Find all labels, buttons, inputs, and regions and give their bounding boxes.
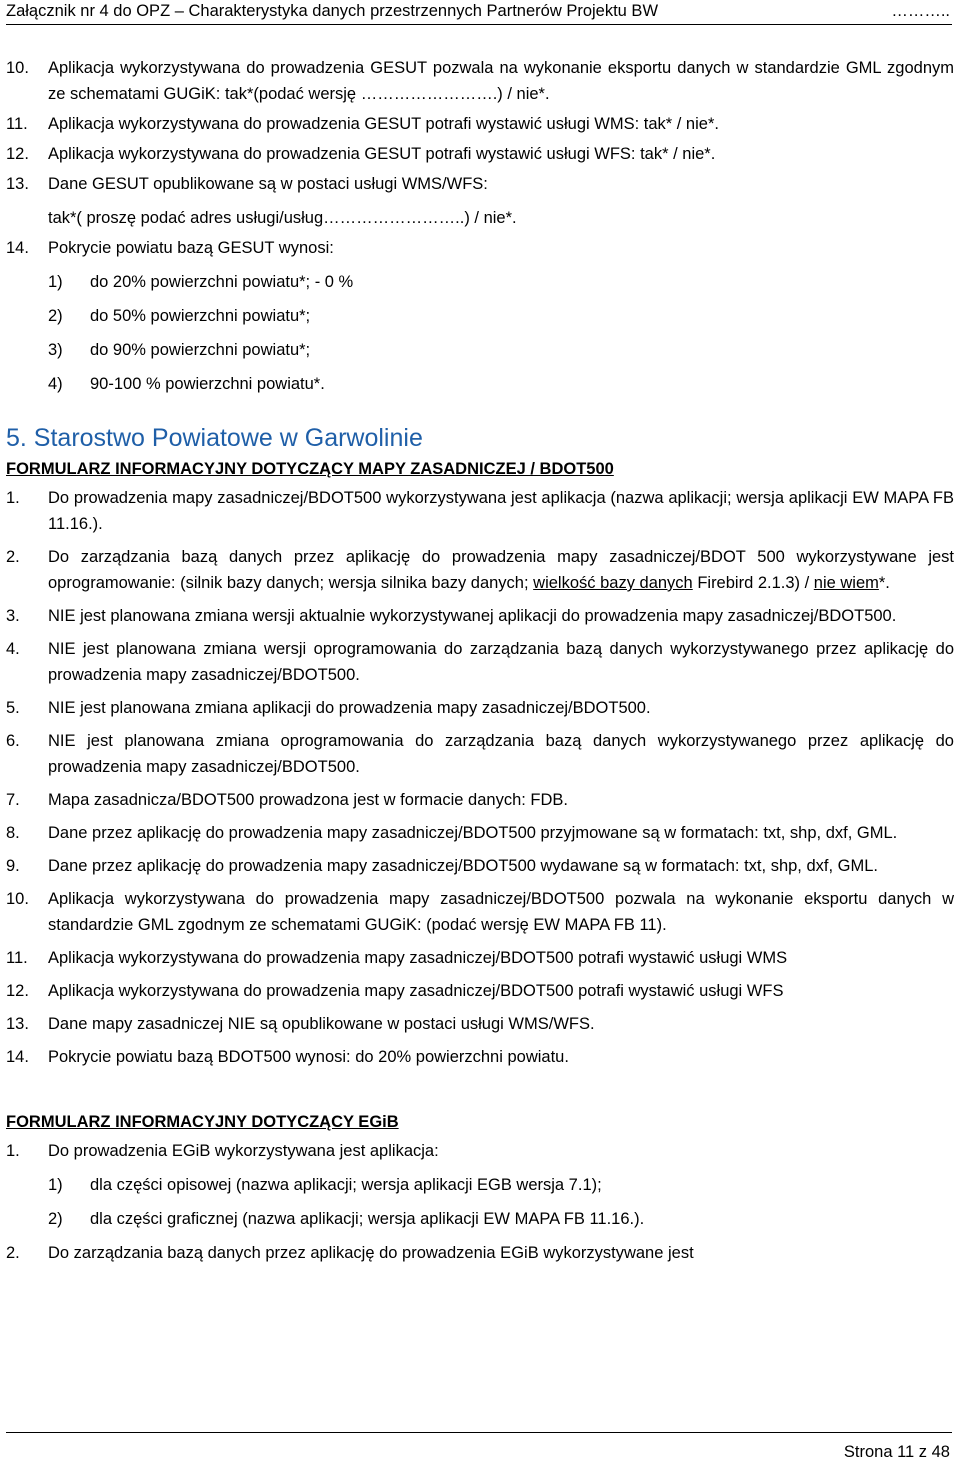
sub-item	[6, 371, 954, 397]
item-text: Dane mapy zasadniczej NIE są opublikowane w postaci usługi WMS/WFS.	[48, 1015, 595, 1033]
sub-text: 90-100 % powierzchni powiatu*.	[90, 375, 325, 393]
list-item	[6, 695, 954, 721]
item-text: Aplikacja wykorzystywana do prowadzenia mapy zasadniczej/BDOT500 pozwala na wykonanie eksportu danych w standardzie GML zgodnym ze schematami GUGiK: (podać wersję EW MAPA FB 11).	[48, 890, 954, 934]
header-title: Załącznik nr 4 do OPZ – Charakterystyka danych przestrzennych Partnerów Projektu BW	[6, 2, 659, 20]
list-item	[6, 886, 954, 938]
item-text: NIE jest planowana zmiana oprogramowania do zarządzania bazą danych wykorzystywanego przez aplikację do prowadzenia mapy zasadniczej/BDOT500.	[48, 732, 954, 776]
item-text-b: Firebird 2.1.3) /	[692, 574, 814, 592]
page-header	[6, 0, 952, 25]
list-item	[6, 945, 954, 971]
list-item	[6, 1011, 954, 1037]
item-text: Dane przez aplikację do prowadzenia mapy zasadniczej/BDOT500 przyjmowane są w formatach: txt, shp, dxf, GML.	[48, 824, 898, 842]
sub-item	[6, 1172, 954, 1198]
item-text: Mapa zasadnicza/BDOT500 prowadzona jest w formacie danych: FDB.	[48, 791, 568, 809]
sub-text: do 50% powierzchni powiatu*;	[90, 307, 311, 325]
item-number: 13.	[6, 1015, 29, 1033]
list-item	[6, 111, 954, 137]
sub-item	[6, 303, 954, 329]
header-dots: ………..	[891, 2, 950, 20]
item-text-a: Do zarządzania bazą danych przez aplikację do prowadzenia mapy zasadniczej/BDOT 500 wykorzystywane jest oprogramowanie: (silnik bazy danych; wersja silnika bazy danych;	[48, 548, 954, 592]
section-title: 5. Starostwo Powiatowe w Garwolinie	[6, 424, 423, 452]
item-number: 5.	[6, 699, 20, 717]
item-text: Aplikacja wykorzystywana do prowadzenia GESUT potrafi wystawić usługi WMS: tak* / nie*.	[48, 115, 719, 133]
item-number: 10.	[6, 890, 29, 908]
item-text: Aplikacja wykorzystywana do prowadzenia mapy zasadniczej/BDOT500 potrafi wystawić usługi WFS	[48, 982, 784, 1000]
item-text: Do zarządzania bazą danych przez aplikację do prowadzenia EGiB wykorzystywane jest	[48, 1244, 694, 1262]
item-text: NIE jest planowana zmiana aplikacji do prowadzenia mapy zasadniczej/BDOT500.	[48, 699, 651, 717]
sub-number: 1)	[48, 273, 63, 291]
list-item	[6, 485, 954, 537]
sub-number: 2)	[48, 307, 63, 325]
item-number: 9.	[6, 857, 20, 875]
list-item	[6, 603, 954, 629]
item-number: 6.	[6, 732, 20, 750]
item-text: Dane GESUT opublikowane są w postaci usługi WMS/WFS:	[48, 175, 488, 193]
item-text: Dane przez aplikację do prowadzenia mapy zasadniczej/BDOT500 wydawane są w formatach: txt, shp, dxf, GML.	[48, 857, 878, 875]
sub-item	[6, 337, 954, 363]
list-item	[6, 853, 954, 879]
item-text: Do prowadzenia mapy zasadniczej/BDOT500 wykorzystywana jest aplikacja (nazwa aplikacji; wersja aplikacji EW MAPA FB 11.16.).	[48, 489, 954, 533]
underlined-dont-know: nie wiem	[813, 574, 879, 592]
form-heading-bdot: FORMULARZ INFORMACYJNY DOTYCZĄCY MAPY ZASADNICZEJ / BDOT500	[6, 460, 614, 478]
list-item	[6, 820, 954, 846]
sub-number: 4)	[48, 375, 63, 393]
item-text-c: *.	[878, 574, 890, 592]
list-item	[6, 235, 954, 261]
sub-number: 3)	[48, 341, 63, 359]
item-text: NIE jest planowana zmiana wersji oprogramowania do zarządzania bazą danych wykorzystywanego przez aplikację do prowadzenia mapy zasadniczej/BDOT500.	[48, 640, 954, 684]
sub-text: do 20% powierzchni powiatu*; - 0 %	[90, 273, 354, 291]
underlined-db-size: wielkość bazy danych	[533, 574, 693, 592]
item-text: Do prowadzenia EGiB wykorzystywana jest aplikacja:	[48, 1142, 439, 1160]
list-item	[6, 1044, 954, 1070]
item-text: Aplikacja wykorzystywana do prowadzenia mapy zasadniczej/BDOT500 potrafi wystawić usługi WMS	[48, 949, 788, 967]
list-item	[6, 1240, 954, 1266]
sub-text: do 90% powierzchni powiatu*;	[90, 341, 311, 359]
item-number: 2.	[6, 1244, 20, 1262]
item-number: 13.	[6, 175, 29, 193]
item-text: Aplikacja wykorzystywana do prowadzenia GESUT pozwala na wykonanie eksportu danych w standardzie GML zgodnym ze schematami GUGiK: tak*(podać wersję …………………….) / nie*.	[48, 59, 954, 103]
page-footer	[6, 1432, 952, 1461]
item-number: 14.	[6, 239, 29, 257]
item-number: 12.	[6, 145, 29, 163]
list-item	[6, 728, 954, 780]
item-number: 8.	[6, 824, 20, 842]
item-number: 12.	[6, 982, 29, 1000]
item-number: 4.	[6, 640, 20, 658]
sub-number: 1)	[48, 1176, 63, 1194]
item-text: Aplikacja wykorzystywana do prowadzenia GESUT potrafi wystawić usługi WFS: tak* / nie*.	[48, 145, 716, 163]
item-continuation: tak*( proszę podać adres usługi/usług……………………..) / nie*.	[48, 209, 517, 227]
list-item	[6, 1138, 954, 1164]
item-number: 2.	[6, 548, 20, 566]
sub-text: dla części graficznej (nazwa aplikacji; wersja aplikacji EW MAPA FB 11.16.).	[90, 1210, 645, 1228]
document-body	[6, 55, 954, 1266]
list-item	[6, 141, 954, 167]
form-heading-egib: FORMULARZ INFORMACYJNY DOTYCZĄCY EGiB	[6, 1113, 399, 1131]
list-item	[6, 978, 954, 1004]
list-item	[6, 636, 954, 688]
list-item	[6, 171, 954, 197]
item-number: 11.	[6, 949, 28, 967]
sub-text: dla części opisowej (nazwa aplikacji; wersja aplikacji EGB wersja 7.1);	[90, 1176, 602, 1194]
item-text: Pokrycie powiatu bazą BDOT500 wynosi: do 20% powierzchni powiatu.	[48, 1048, 569, 1066]
list-item	[6, 787, 954, 813]
sub-number: 2)	[48, 1210, 63, 1228]
item-number: 11.	[6, 115, 28, 133]
bdot-list	[6, 596, 954, 1070]
list-item	[6, 55, 954, 107]
item-number: 14.	[6, 1048, 29, 1066]
sub-item	[6, 1206, 954, 1232]
item-text: Pokrycie powiatu bazą GESUT wynosi:	[48, 239, 334, 257]
item-number: 1.	[6, 1142, 20, 1160]
item-number: 3.	[6, 607, 20, 625]
item-number: 10.	[6, 59, 29, 77]
item-number: 1.	[6, 489, 20, 507]
item-text: NIE jest planowana zmiana wersji aktualnie wykorzystywanej aplikacji do prowadzenia mapy zasadniczej/BDOT500.	[48, 607, 897, 625]
item-number: 7.	[6, 791, 20, 809]
sub-item	[6, 269, 954, 295]
page-number: Strona 11 z 48	[843, 1443, 950, 1461]
list-item	[6, 544, 954, 596]
